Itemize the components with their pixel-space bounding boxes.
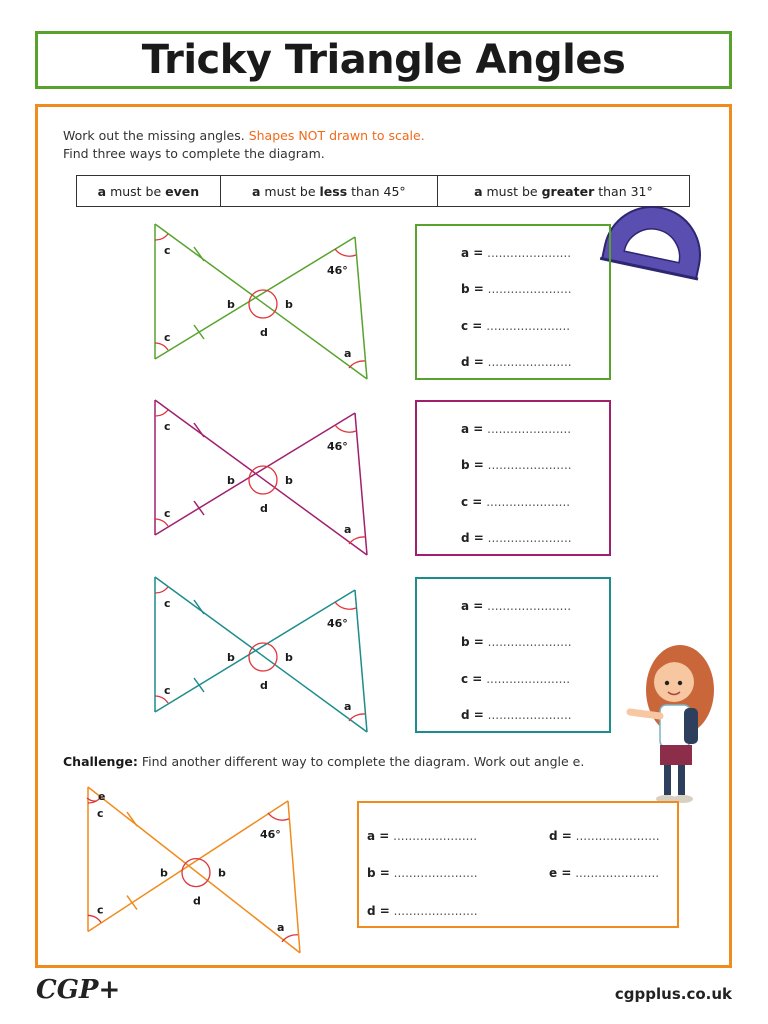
answer-label: a = <box>461 422 484 436</box>
condition-keyword: greater <box>541 183 595 199</box>
answer-label: b = <box>461 458 484 472</box>
angle-label-c: c <box>97 807 104 820</box>
condition-text: must be <box>106 183 166 199</box>
answer-label: e = <box>549 866 572 880</box>
answer-blank[interactable]: ...................... <box>487 599 572 613</box>
angle-label-c: c <box>164 597 171 610</box>
instruction-text: Work out the missing angles. <box>63 128 245 143</box>
angle-label-d: d <box>193 894 201 908</box>
condition-keyword: even <box>165 183 200 199</box>
cgp-logo: CGP+ <box>36 975 121 1005</box>
answer-label: d = <box>367 904 390 918</box>
answer-row[interactable] <box>367 866 478 880</box>
answer-row[interactable] <box>461 355 572 369</box>
triangle-edge <box>288 801 300 953</box>
angle-arc <box>249 643 277 671</box>
answer-blank[interactable]: ...................... <box>487 708 572 722</box>
answer-box-3 <box>415 577 611 733</box>
answer-label: b = <box>461 635 484 649</box>
angle-arc <box>335 425 356 432</box>
girl-illustration <box>630 645 714 803</box>
angle-arc <box>249 466 277 494</box>
angle-arc <box>268 813 289 820</box>
angle-arc <box>155 587 168 593</box>
triangle-edge <box>155 400 367 555</box>
angle-label-46: 46° <box>327 264 348 277</box>
answer-box-2 <box>415 400 611 556</box>
equal-tick <box>194 325 204 339</box>
challenge-text <box>63 754 584 769</box>
triangle-edge <box>355 590 367 732</box>
answer-label: a = <box>461 246 484 260</box>
answer-blank[interactable]: ...................... <box>486 495 571 509</box>
answer-row[interactable] <box>461 708 572 722</box>
answer-blank[interactable]: ...................... <box>487 635 572 649</box>
angle-label-b: b <box>227 651 235 664</box>
condition-variable: a <box>97 183 107 199</box>
angle-label-b: b <box>285 474 293 487</box>
angle-arc <box>155 234 168 240</box>
answer-row[interactable] <box>367 829 477 843</box>
answer-blank[interactable]: ...................... <box>487 355 572 369</box>
answer-row[interactable] <box>461 599 571 613</box>
challenge-heading: Challenge: <box>63 754 138 769</box>
answer-label: c = <box>461 672 483 686</box>
triangle-edge <box>155 237 355 359</box>
angle-label-e: e <box>98 790 106 803</box>
angle-label-d: d <box>260 326 268 339</box>
answer-row[interactable] <box>461 282 572 296</box>
angle-arc <box>249 290 277 318</box>
condition-variable: a <box>252 183 261 199</box>
bowtie-diagram-purple <box>155 400 367 555</box>
angle-label-b: b <box>285 651 293 664</box>
answer-blank[interactable]: ...................... <box>487 531 572 545</box>
answer-row[interactable] <box>461 246 571 260</box>
triangle-edge <box>155 224 367 379</box>
triangle-edge <box>355 413 367 555</box>
angle-label-b: b <box>160 866 168 880</box>
answer-label: b = <box>461 282 484 296</box>
answer-blank[interactable]: ...................... <box>487 458 572 472</box>
answer-row[interactable] <box>461 458 572 472</box>
answer-row[interactable] <box>461 495 570 509</box>
condition-text: must be <box>260 183 320 199</box>
answer-label: a = <box>461 599 484 613</box>
angle-arc <box>155 343 168 350</box>
angle-label-c: c <box>164 684 171 697</box>
answer-blank[interactable]: ...................... <box>487 282 572 296</box>
answer-label: d = <box>549 829 572 843</box>
answer-blank[interactable]: ...................... <box>487 422 572 436</box>
footer-url[interactable]: cgpplus.co.uk <box>614 985 732 1003</box>
angle-label-c: c <box>164 507 171 520</box>
angle-arc <box>88 915 101 922</box>
condition-text: must be <box>482 183 542 199</box>
condition-variable: a <box>474 183 483 199</box>
answer-blank[interactable]: ...................... <box>486 319 571 333</box>
triangle-edge <box>155 413 355 535</box>
angle-label-b: b <box>218 866 226 880</box>
answer-row[interactable] <box>461 635 572 649</box>
angle-label-46: 46° <box>327 617 348 630</box>
answer-label: d = <box>461 531 484 545</box>
answer-blank[interactable]: ...................... <box>575 829 660 843</box>
triangle-edge <box>88 801 288 932</box>
answer-row[interactable] <box>461 319 570 333</box>
angle-label-46: 46° <box>327 440 348 453</box>
answer-label: c = <box>461 319 483 333</box>
angle-label-b: b <box>227 298 235 311</box>
triangle-edge <box>355 237 367 379</box>
answer-label: c = <box>461 495 483 509</box>
bowtie-diagram-challenge <box>87 787 300 953</box>
answer-blank[interactable]: ...................... <box>575 866 660 880</box>
angle-label-d: d <box>260 679 268 692</box>
page-title: Tricky Triangle Angles <box>141 37 626 83</box>
protractor-icon <box>600 198 711 279</box>
triangle-edge <box>88 787 300 953</box>
answer-label: d = <box>461 355 484 369</box>
answer-label: d = <box>461 708 484 722</box>
angle-label-a: a <box>277 920 285 934</box>
angle-label-c: c <box>164 420 171 433</box>
answer-row[interactable] <box>367 904 478 918</box>
angle-arc <box>335 602 356 609</box>
triangle-edge <box>155 577 367 732</box>
angle-label-a: a <box>344 700 352 713</box>
answer-row[interactable] <box>549 829 660 843</box>
angle-arc <box>335 249 356 256</box>
answer-blank[interactable]: ...................... <box>393 829 478 843</box>
angle-label-a: a <box>344 523 352 536</box>
answer-row[interactable] <box>549 866 659 880</box>
answer-label: a = <box>367 829 390 843</box>
triangle-edge <box>155 590 355 712</box>
angle-arc <box>155 410 168 416</box>
angle-arc <box>155 519 168 526</box>
condition-tail: than 45° <box>347 183 406 199</box>
angle-label-c: c <box>164 244 171 257</box>
equal-tick <box>127 896 137 910</box>
answer-blank[interactable]: ...................... <box>487 246 572 260</box>
angle-label-b: b <box>285 298 293 311</box>
answer-blank[interactable]: ...................... <box>486 672 571 686</box>
answer-blank[interactable]: ...................... <box>393 866 478 880</box>
angle-label-46: 46° <box>260 827 281 841</box>
answer-blank[interactable]: ...................... <box>393 904 478 918</box>
condition-tail: than 31° <box>594 183 653 199</box>
answer-row[interactable] <box>461 422 571 436</box>
angle-label-b: b <box>227 474 235 487</box>
answer-label: b = <box>367 866 390 880</box>
angle-label-d: d <box>260 502 268 515</box>
angle-arc <box>155 696 168 703</box>
answer-row[interactable] <box>461 531 572 545</box>
challenge-body: Find another different way to complete the diagram. Work out angle e. <box>137 754 585 769</box>
challenge-answer-box <box>357 801 679 928</box>
equal-tick <box>194 501 204 515</box>
answer-row[interactable] <box>461 672 570 686</box>
condition-keyword: less <box>319 183 348 199</box>
instruction-line-2: Find three ways to complete the diagram. <box>63 146 325 161</box>
bowtie-diagram-green <box>155 224 367 379</box>
answer-box-1 <box>415 224 611 380</box>
angle-arc <box>182 859 210 887</box>
angle-label-c: c <box>164 331 171 344</box>
angle-label-a: a <box>344 347 352 360</box>
angle-label-c: c <box>97 903 104 917</box>
equal-tick <box>194 678 204 692</box>
bowtie-diagram-teal <box>155 577 367 732</box>
scale-warning: Shapes NOT drawn to scale. <box>248 128 425 143</box>
